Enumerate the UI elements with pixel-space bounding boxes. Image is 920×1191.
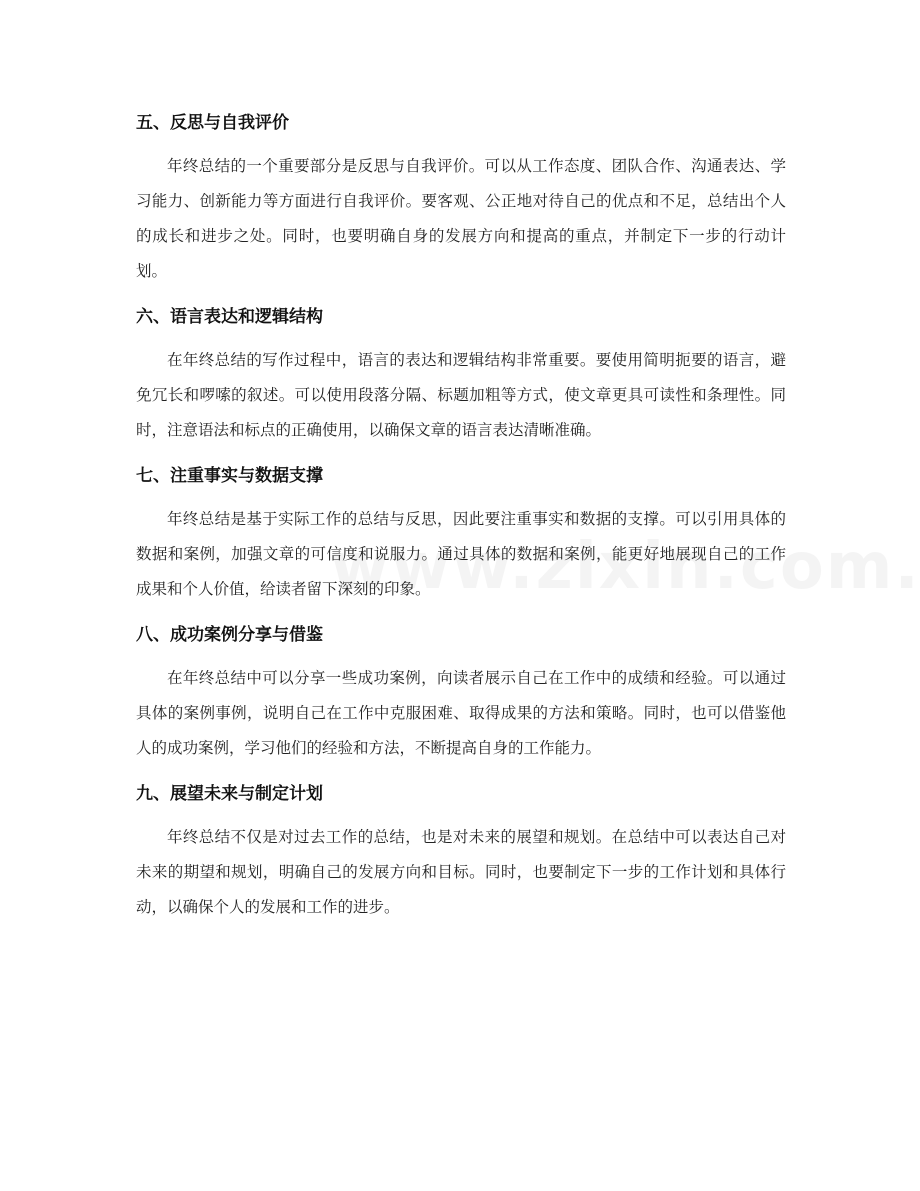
section-success-cases [136,615,786,766]
section-paragraph: 年终总结的一个重要部分是反思与自我评价。可以从工作态度、团队合作、沟通表达、学习能力、创新能力等方面进行自我评价。要客观、公正地对待自己的优点和不足，总结出个人的成长和进步之处。同时，也要明确自身的发展方向和提高的重点，并制定下一步的行动计划。 [136,157,786,280]
section-paragraph: 在年终总结中可以分享一些成功案例，向读者展示自己在工作中的成绩和经验。可以通过具体的案例事例，说明自己在工作中克服困难、取得成果的方法和策略。同时，也可以借鉴他人的成功案例，学习他们的经验和方法，不断提高自身的工作能力。 [136,669,786,757]
section-paragraph: 在年终总结的写作过程中，语言的表达和逻辑结构非常重要。要使用简明扼要的语言，避免冗长和啰嗦的叙述。可以使用段落分隔、标题加粗等方式，使文章更具可读性和条理性。同时，注意语法和标点的正确使用，以确保文章的语言表达清晰准确。 [136,351,786,439]
section-heading: 七、注重事实与数据支撑 [136,466,323,486]
section-facts-data [136,456,786,607]
section-heading: 九、展望未来与制定计划 [136,784,323,804]
section-future-plan [136,774,786,925]
document-body [136,103,786,933]
section-paragraph: 年终总结不仅是对过去工作的总结，也是对未来的展望和规划。在总结中可以表达自己对未来的期望和规划，明确自己的发展方向和目标。同时，也要制定下一步的工作计划和具体行动，以确保个人的发展和工作的进步。 [136,828,786,916]
section-heading: 六、语言表达和逻辑结构 [136,307,323,327]
section-heading: 五、反思与自我评价 [136,113,289,133]
section-paragraph: 年终总结是基于实际工作的总结与反思，因此要注重事实和数据的支撑。可以引用具体的数据和案例，加强文章的可信度和说服力。通过具体的数据和案例，能更好地展现自己的工作成果和个人价值，给读者留下深刻的印象。 [136,510,786,598]
section-language-logic [136,297,786,448]
section-reflection [136,103,786,289]
section-heading: 八、成功案例分享与借鉴 [136,625,323,645]
